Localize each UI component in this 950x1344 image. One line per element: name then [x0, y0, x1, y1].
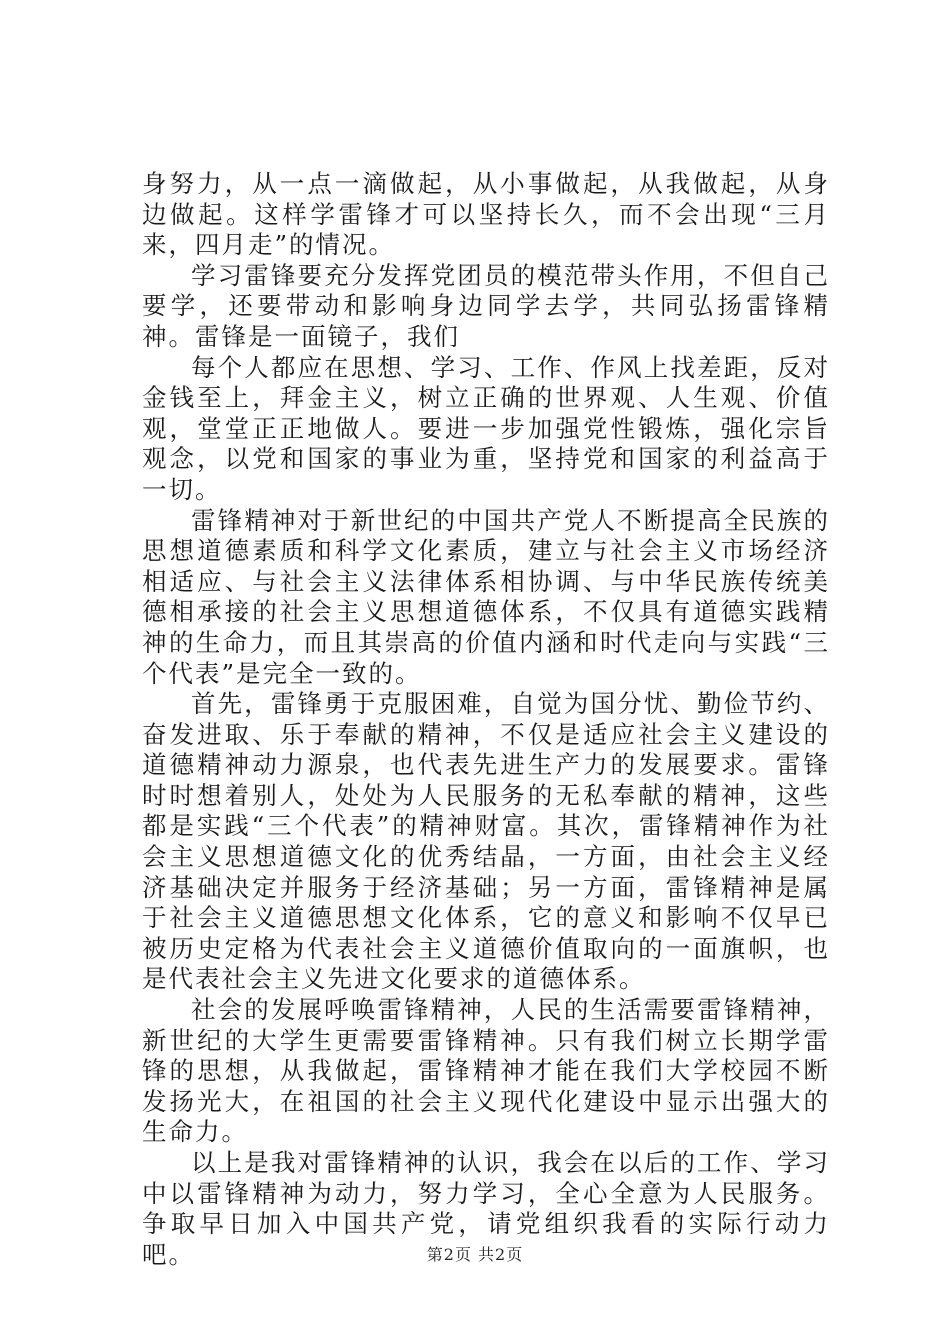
paragraph-5: 首先，雷锋勇于克服困难，自觉为国分忧、勤俭节约、奋发进取、乐于奉献的精神，不仅是适应社会主义建设的道德精神动力源泉，也代表先进生产力的发展要求。雷锋时时想着别人，处处为人民服务的无私奉献的精神，这些都是实践“三个代表”的精神财富。其次，雷锋精神作为社会主义思想道德文化的优秀结晶，一方面，由社会主义经济基础决定并服务于经济基础；另一方面，雷锋精神是属于社会主义道德思想文化体系，它的意义和影响不仅早已被历史定格为代表社会主义道德价值取向的一面旗帜，也是代表社会主义先进文化要求的道德体系。 [142, 689, 830, 994]
paragraph-3: 每个人都应在思想、学习、工作、作风上找差距，反对金钱至上，拜金主义，树立正确的世界观、人生观、价值观，堂堂正正地做人。要进一步加强党性锻炼，强化宗旨观念，以党和国家的事业为重，坚持党和国家的利益高于一切。 [142, 352, 830, 504]
paragraph-4: 雷锋精神对于新世纪的中国共产党人不断提高全民族的思想道德素质和科学文化素质，建立与社会主义市场经济相适应、与社会主义法律体系相协调、与中华民族传统美德相承接的社会主义思想道德体系，不仅具有道德实践精神的生命力，而且其崇高的价值内涵和时代走向与实践“三个代表”是完全一致的。 [142, 505, 830, 688]
document-body [142, 169, 830, 1270]
paragraph-2: 学习雷锋要充分发挥党团员的模范带头作用，不但自己要学，还要带动和影响身边同学去学，共同弘扬雷锋精神。雷锋是一面镜子，我们 [142, 260, 830, 351]
page-footer [0, 1242, 950, 1265]
paragraph-6: 社会的发展呼唤雷锋精神，人民的生活需要雷锋精神，新世纪的大学生更需要雷锋精神。只有我们树立长期学雷锋的思想，从我做起，雷锋精神才能在我们大学校园不断发扬光大，在祖国的社会主义现代化建设中显示出强大的生命力。 [142, 995, 830, 1147]
paragraph-7: 以上是我对雷锋精神的认识，我会在以后的工作、学习中以雷锋精神为动力，努力学习，全心全意为人民服务。争取早日加入中国共产党，请党组织我看的实际行动力吧。 [142, 1148, 830, 1269]
paragraph-1: 身努力，从一点一滴做起，从小事做起，从我做起，从身边做起。这样学雷锋才可以坚持长久，而不会出现“三月来，四月走”的情况。 [142, 169, 830, 260]
page-number: 第2页 共2页 [426, 1245, 524, 1264]
